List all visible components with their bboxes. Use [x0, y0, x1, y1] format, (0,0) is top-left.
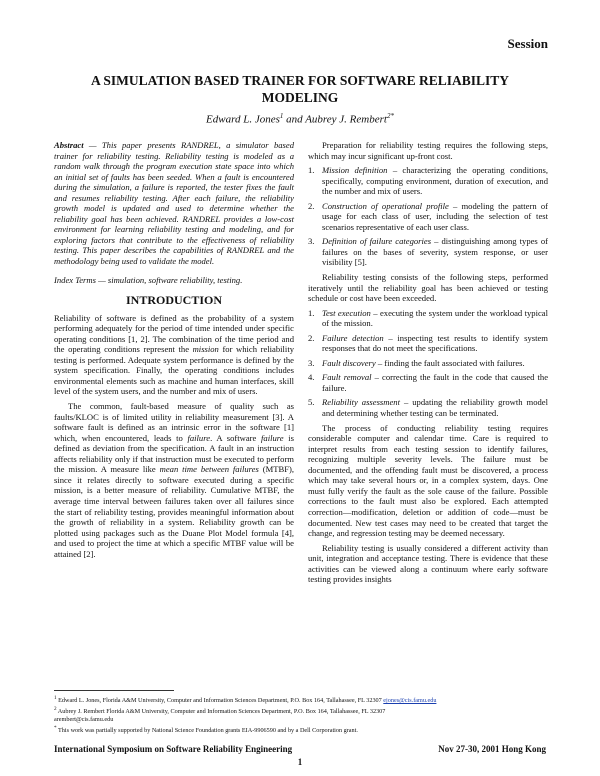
conference-name: International Symposium on Software Reliability Engineering	[54, 744, 293, 754]
email-2: arembert@cis.famu.edu	[54, 716, 114, 724]
test-steps-list	[308, 308, 548, 419]
footnotes	[54, 694, 546, 735]
list-item: 5. Reliability assessment – updating the reliability growth model and determining whether testing can be terminated.	[308, 397, 548, 419]
paper-title: A SIMULATION BASED TRAINER FOR SOFTWARE RELIABILITY MODELING	[90, 73, 510, 105]
left-column	[54, 140, 294, 563]
right-column	[308, 140, 548, 589]
prep-paragraph: Preparation for reliability testing requires the following steps, which may incur significant up-front cost.	[308, 140, 548, 161]
session-label: Session	[507, 36, 548, 51]
abstract-label: Abstract	[54, 140, 84, 150]
term-mtbf: mean time between failures	[159, 464, 259, 475]
process-paragraph: The process of conducting reliability testing requires considerable computer and calendar time. Care is required to interpret results from each testing session to identify failures, recognizing multiple severity levels. The failure must be documented, and the offending fault must be discovered, a process which may take several hours or, in a complex system, days. One must fully verify the fault as the sole cause of the failure. Possible corrections to the fault must also be explored. Each attempted correction—modification, deletion or addition of code—must be documented. New test cases may need to be created that target the change, and regression testing may be deemed necessary.	[308, 422, 548, 539]
introduction-heading: INTRODUCTION	[125, 293, 222, 308]
term-mission: mission	[192, 344, 219, 355]
author-2: Aubrey J. Rembert	[305, 113, 387, 126]
list-item: 1. Test execution – executing the system under the workload typical of the mission.	[308, 307, 548, 329]
continuum-paragraph: Reliability testing is usually considered a different activity than unit, integration and acceptance testing. There is evidence that these activities can be viewed along a continuum where early software testing provides insights	[308, 542, 548, 585]
page-number: 1	[297, 757, 303, 767]
steps-paragraph: Reliability testing consists of the following steps, performed iteratively until the reliability goal has been achieved or testing schedule or cost have been exceeded.	[308, 272, 548, 304]
list-item: 4. Fault removal – correcting the fault in the code that caused the failure.	[308, 372, 549, 393]
intro-paragraph-1: Reliability of software is defined as the probability of a system performing adequately for the period of time intended under specific operating conditions [1, 2]. The combination of the time period and the operating conditions represent the mission for which reliability testing is performed. Adequate system performance is defined by the system specification. Finally, the operating conditions includes environmental elements such as machine and human interfaces, skill level of the system users, and the number and mix of users.	[54, 312, 295, 397]
list-item: 2. Failure detection – inspecting test results to identify system responses that do not meet the specifications.	[308, 332, 548, 354]
authors-and: and	[286, 113, 303, 126]
list-item: 3. Fault discovery – finding the fault associated with failures.	[308, 357, 525, 368]
abstract	[54, 140, 294, 267]
authors	[60, 112, 540, 126]
footnote-2: $^2$ Aubrey J. Rembert Florida A&M University, Computer and Information Sciences Department, P.O. Box 164, Tallahassee, FL 32307 arembert@cis.famu.edu	[54, 706, 386, 724]
list-item: 1. Mission definition – characterizing the operating conditions, specifically, computing environment, duration of execution, and the number and mix of users.	[308, 165, 548, 197]
index-terms: Index Terms — simulation, software reliability, testing.	[54, 274, 243, 285]
author-1-sup: 1	[279, 112, 284, 120]
list-item: 3. Definition of failure categories – distinguishing among types of failures on the bases of severity, system response, or user visibility [5].	[308, 236, 548, 268]
email-link-1[interactable]: ejones@cis.famu.edu	[383, 697, 437, 705]
prep-steps-list	[308, 165, 548, 268]
list-item: 2. Construction of operational profile – modeling the pattern of usage for each class of user, including the selection of test scenarios representative of each user class.	[308, 200, 548, 232]
author-1: Edward L. Jones	[206, 113, 280, 126]
intro-paragraph-2: The common, fault-based measure of quality such as faults/KLOC is of limited utility in reliability measurement [3]. A software fault is defined as an intrinsic error in the software [1] which, when encountered, leads to failure. A software failure is defined as deviation from the specification. A fault in an instruction affects reliability only if that instruction must be executed to perform the mission. A measure like mean time between failures (MTBF), since it relates directly to software executed during a specific mission, is a better measure of reliability. Cumulative MTBF, the average time interval between failures taken over all failures since the start of reliability testing, provides meaningful information about the growth of reliability in a system. Reliability growth can be plotted using packages such as the Duane Plot Model formula [4], and used to project the time at which a specific MTBF value will be attained [2].	[54, 401, 295, 559]
footnote-rule	[54, 690, 174, 691]
footnote-3: * This work was partially supported by National Science Foundation grants EIA-9906590 and by a Dell Corporation grant.	[54, 725, 358, 735]
abstract-text: — This paper presents RANDREL, a simulator based trainer for reliability testing. Reliability testing is modeled as a random walk through the program execution state space into which an initial set of faults has been seeded. When a fault is encountered during the simulation, a failure is reported, the tester fixes the fault and resumes reliability testing. After each failure, the reliability growth model is updated and used to determine whether the reliability goal has been achieved. RANDREL provides a low-cost environment for learning reliability testing and modeling, and for exploring factors that contribute to the effectiveness of reliability testing. This paper describes the capabilities of RANDREL and the methodology being used to validate the model.	[54, 140, 294, 267]
footnote-1: $^1$ Edward L. Jones, Florida A&M University, Computer and Information Sciences Department, P.O. Box 164, Tallahassee, FL 32307 ejones@cis.famu.edu	[54, 695, 437, 705]
author-2-sup: 2*	[386, 112, 394, 120]
conference-date: Nov 27-30, 2001 Hong Kong	[438, 744, 546, 754]
